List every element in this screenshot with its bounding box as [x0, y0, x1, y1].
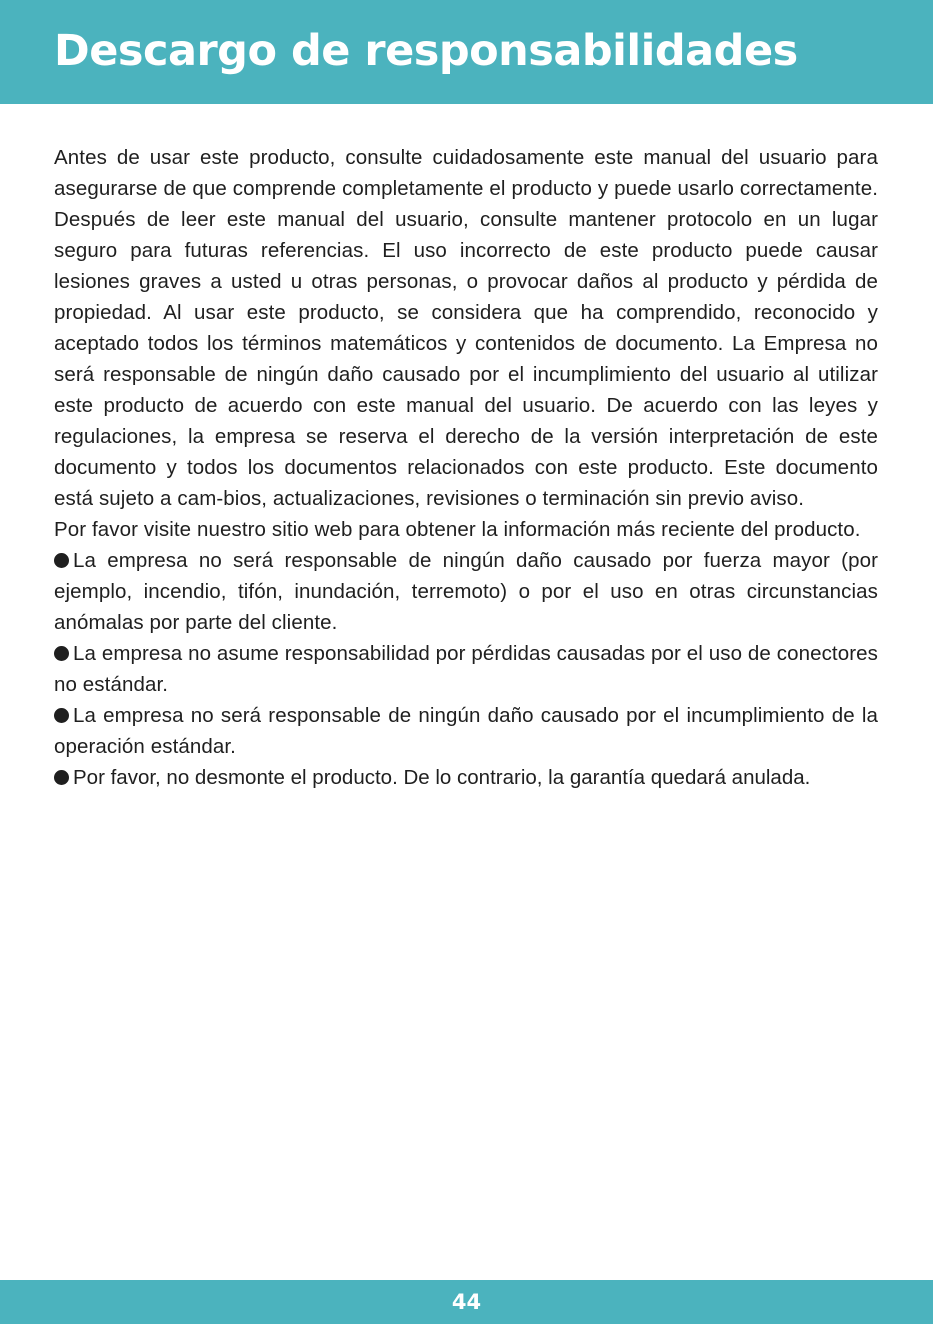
bullet-dot-icon	[54, 553, 69, 568]
visit-website-paragraph: Por favor visite nuestro sitio web para obtener la información más reciente del producto.	[54, 518, 861, 541]
bullet-text: Por favor, no desmonte el producto. De lo contrario, la garantía quedará anulada.	[73, 766, 811, 789]
intro-paragraph: Antes de usar este producto, consulte cuidadosamente este manual del usuario para asegurarse de que comprende completamente el producto y puede usarlo correctamente. Después de leer este manual del usuario, consulte mantener protocolo en un lugar seguro para futuras referencias. El uso incorrecto de este producto puede causar lesiones graves a usted u otras personas, o provocar daños al producto y pérdida de propiedad. Al usar este producto, se considera que ha comprendido, reconocido y aceptado todos los términos matemáticos y contenidos de documento. La Empresa no será responsable de ningún daño causado por el incumplimiento del usuario al utilizar este producto de acuerdo con este manual del usuario. De acuerdo con las leyes y regulaciones, la empresa se reserva el derecho de la versión interpretación de este documento y todos los documentos relacionados con este producto. Este documento está sujeto a cam-bios, actualizaciones, revisiones o terminación sin previo aviso.	[54, 146, 878, 510]
bullet-dot-icon	[54, 708, 69, 723]
disclaimer-body	[54, 142, 878, 793]
bullet-dot-icon	[54, 770, 69, 785]
footer-band	[0, 1280, 933, 1324]
header-band	[0, 0, 933, 104]
page-title: Descargo de responsabilidades	[54, 26, 798, 76]
bullet-item-force-majeure	[54, 545, 878, 638]
page-number: 44	[451, 1290, 482, 1314]
bullet-item-warranty	[54, 762, 878, 793]
bullet-text: La empresa no será responsable de ningún daño causado por el incumplimiento de la operación estándar.	[54, 704, 878, 758]
bullet-dot-icon	[54, 646, 69, 661]
bullet-item-standard-operation	[54, 700, 878, 762]
bullet-text: La empresa no asume responsabilidad por pérdidas causadas por el uso de conectores no estándar.	[54, 642, 878, 696]
bullet-item-non-standard-connectors	[54, 638, 878, 700]
bullet-text: La empresa no será responsable de ningún daño causado por fuerza mayor (por ejemplo, incendio, tifón, inundación, terremoto) o por el uso en otras circunstancias anómalas por parte del cliente.	[54, 549, 878, 634]
